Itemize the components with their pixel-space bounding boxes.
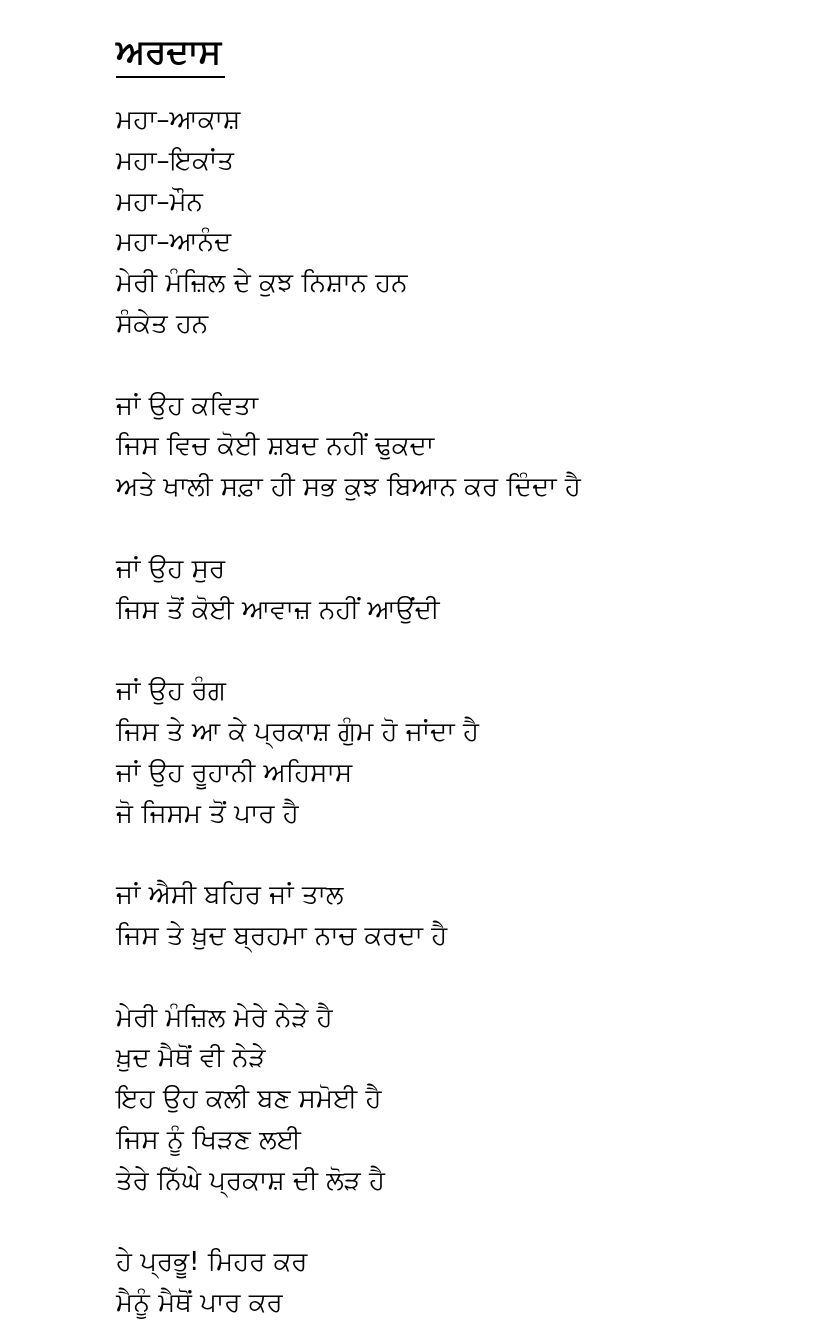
- stanza-2: [116, 386, 796, 508]
- poem-line: ਜਾਂ ਉਹ ਰੂਹਾਨੀ ਅਹਿਸਾਸ: [116, 757, 353, 788]
- poem-line: ਜਾਂ ਐਸੀ ਬਹਿਰ ਜਾਂ ਤਾਲ: [116, 880, 344, 911]
- poem-line: ਮੇਰੀ ਮੰਜ਼ਿਲ ਮੇਰੇ ਨੇੜੇ ਹੈ: [116, 1002, 333, 1033]
- poem-line: ਜਿਸ ਵਿਚ ਕੋਈ ਸ਼ਬਦ ਨਹੀਂ ਢੁਕਦਾ: [116, 431, 435, 462]
- stanza-5: [116, 875, 796, 957]
- poem-page: [116, 28, 796, 1324]
- poem-line: ਸੰਕੇਤ ਹਨ: [116, 308, 209, 339]
- poem-title: ਅਰਦਾਸ: [116, 28, 225, 78]
- poem-line: ਮੇਰੀ ਮੰਜ਼ਿਲ ਦੇ ਕੁਝ ਨਿਸ਼ਾਨ ਹਨ: [116, 268, 408, 299]
- poem-line: ਮਹਾ–ਆਨੰਦ: [116, 227, 232, 258]
- poem-line: ਜਾਂ ਉਹ ਰੰਗ: [116, 676, 226, 707]
- poem-line: ਖ਼ੁਦ ਮੈਥੋਂ ਵੀ ਨੇੜੇ: [116, 1043, 266, 1074]
- stanza-6: [116, 998, 796, 1202]
- poem-line: ਮਹਾ–ਇਕਾਂਤ: [116, 145, 234, 176]
- poem-line: ਤੇਰੇ ਨਿੱਘੇ ਪ੍ਰਕਾਸ਼ ਦੀ ਲੋੜ ਹੈ: [116, 1165, 385, 1196]
- poem-line: ਜਿਸ ਤੋਂ ਕੋਈ ਆਵਾਜ਼ ਨਹੀਂ ਆਉਂਦੀ: [116, 594, 440, 625]
- poem-line: ਜੋ ਜਿਸਮ ਤੋਂ ਪਾਰ ਹੈ: [116, 798, 299, 829]
- poem-line: ਮਹਾ–ਆਕਾਸ਼: [116, 105, 241, 135]
- poem-line: ਮੈਨੂੰ ਮੈਥੋਂ ਪਾਰ ਕਰ: [116, 1288, 283, 1319]
- poem-line: ਜਿਸ ਤੇ ਆ ਕੇ ਪ੍ਰਕਾਸ਼ ਗੁੰਮ ਹੋ ਜਾਂਦਾ ਹੈ: [116, 716, 479, 747]
- stanza-3: [116, 549, 796, 631]
- stanza-1: [116, 100, 796, 345]
- poem-line: ਜਿਸ ਤੇ ਖ਼ੁਦ ਬ੍ਰਹਮਾ ਨਾਚ ਕਰਦਾ ਹੈ: [116, 920, 448, 951]
- poem-line: ਹੇ ਪ੍ਰਭੂ! ਮਿਹਰ ਕਰ: [116, 1247, 308, 1278]
- poem-line: ਅਤੇ ਖਾਲੀ ਸਫ਼ਾ ਹੀ ਸਭ ਕੁਝ ਬਿਆਨ ਕਰ ਦਿੰਦਾ ਹੈ: [116, 472, 581, 503]
- poem-line: ਜਾਂ ਉਹ ਸੁਰ: [116, 553, 226, 584]
- poem-body: [116, 100, 796, 1324]
- stanza-7: [116, 1242, 796, 1324]
- stanza-4: [116, 671, 796, 834]
- poem-line: ਜਿਸ ਨੂੰ ਖਿੜਣ ਲਈ: [116, 1124, 301, 1155]
- poem-line: ਜਾਂ ਉਹ ਕਵਿਤਾ: [116, 390, 259, 421]
- poem-line: ਮਹਾ–ਮੌਨ: [116, 186, 203, 217]
- poem-line: ਇਹ ਉਹ ਕਲੀ ਬਣ ਸਮੋਈ ਹੈ: [116, 1084, 382, 1115]
